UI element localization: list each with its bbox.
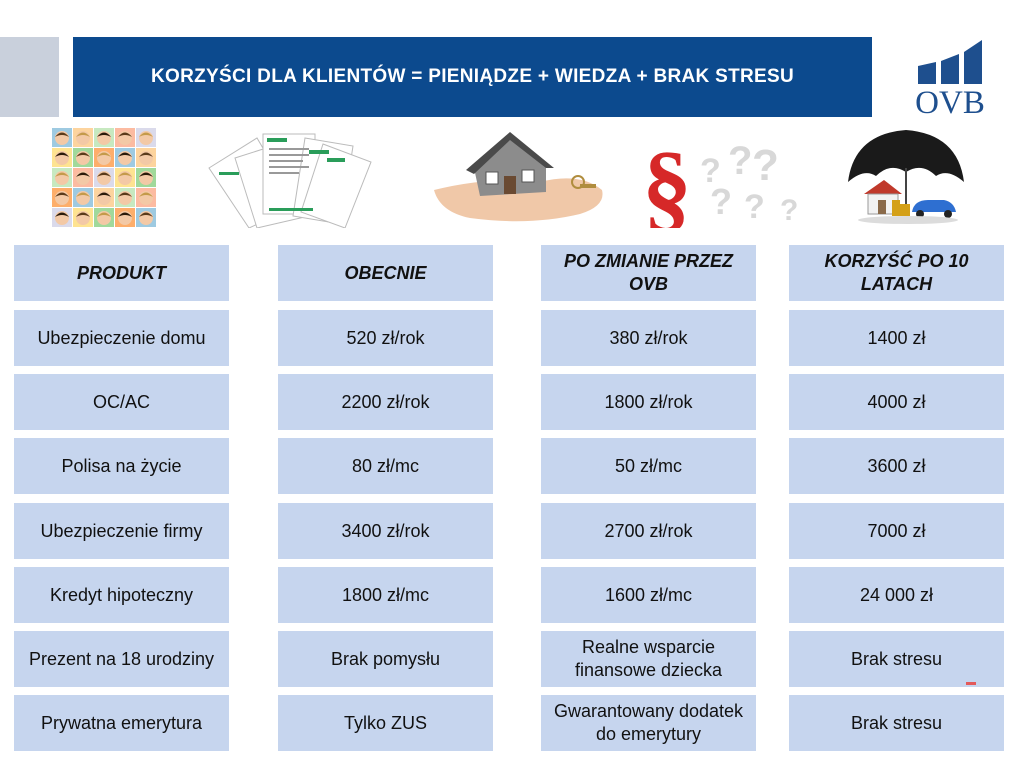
table-header-cell: PO ZMIANIE PRZEZ OVB	[541, 245, 756, 301]
table-cell: 24 000 zł	[789, 567, 1004, 623]
svg-text:§: §	[642, 131, 692, 228]
table-cell: 4000 zł	[789, 374, 1004, 430]
children-faces-collage-icon	[52, 128, 158, 228]
title-bar	[73, 37, 872, 117]
svg-text:?: ?	[780, 194, 799, 227]
table-cell: 50 zł/mc	[541, 438, 756, 494]
table-cell: Brak stresu	[789, 695, 1004, 751]
side-decor-block	[0, 37, 59, 117]
table-cell: Gwarantowany dodatek do emerytury	[541, 695, 756, 751]
table-row-label: Ubezpieczenie domu	[14, 310, 229, 366]
table-cell: 1800 zł/rok	[541, 374, 756, 430]
ovb-logo	[914, 36, 986, 120]
table-row-label: Prywatna emerytura	[14, 695, 229, 751]
table-cell: 80 zł/mc	[278, 438, 493, 494]
table-row-label: Prezent na 18 urodziny	[14, 631, 229, 687]
table-row-label: Ubezpieczenie firmy	[14, 503, 229, 559]
paragraph-question-marks-icon	[640, 128, 810, 228]
documents-icon	[205, 128, 375, 228]
svg-text:?: ?	[744, 188, 765, 226]
table-cell: 2700 zł/rok	[541, 503, 756, 559]
table-cell: 7000 zł	[789, 503, 1004, 559]
table-cell: 520 zł/rok	[278, 310, 493, 366]
table-cell: 1600 zł/mc	[541, 567, 756, 623]
table-cell: 1400 zł	[789, 310, 1004, 366]
table-row-label: Kredyt hipoteczny	[14, 567, 229, 623]
table-header-cell: PRODUKT	[14, 245, 229, 301]
table-cell: 1800 zł/mc	[278, 567, 493, 623]
page-title: KORZYŚCI DLA KLIENTÓW = PIENIĄDZE + WIEDZA + BRAK STRESU	[151, 66, 794, 87]
table-row-label: Polisa na życie	[14, 438, 229, 494]
red-mark	[966, 682, 976, 685]
svg-text:?: ?	[752, 141, 779, 190]
table-cell: 3600 zł	[789, 438, 1004, 494]
ovb-logo-icon	[914, 36, 986, 86]
table-cell: 380 zł/rok	[541, 310, 756, 366]
table-cell: Realne wsparcie finansowe dziecka	[541, 631, 756, 687]
house-on-hand-icon	[430, 128, 606, 228]
table-row-label: OC/AC	[14, 374, 229, 430]
table-cell: 2200 zł/rok	[278, 374, 493, 430]
svg-text:?: ?	[710, 181, 732, 222]
table-cell: Brak stresu	[789, 631, 1004, 687]
svg-text:?: ?	[728, 139, 753, 183]
table-cell: Brak pomysłu	[278, 631, 493, 687]
umbrella-house-car-icon	[844, 128, 968, 228]
table-header-cell: OBECNIE	[278, 245, 493, 301]
logo-text: OVB	[915, 85, 985, 121]
table-cell: 3400 zł/rok	[278, 503, 493, 559]
svg-text:?: ?	[700, 152, 721, 190]
table-header-cell: KORZYŚĆ PO 10 LATACH	[789, 245, 1004, 301]
table-cell: Tylko ZUS	[278, 695, 493, 751]
